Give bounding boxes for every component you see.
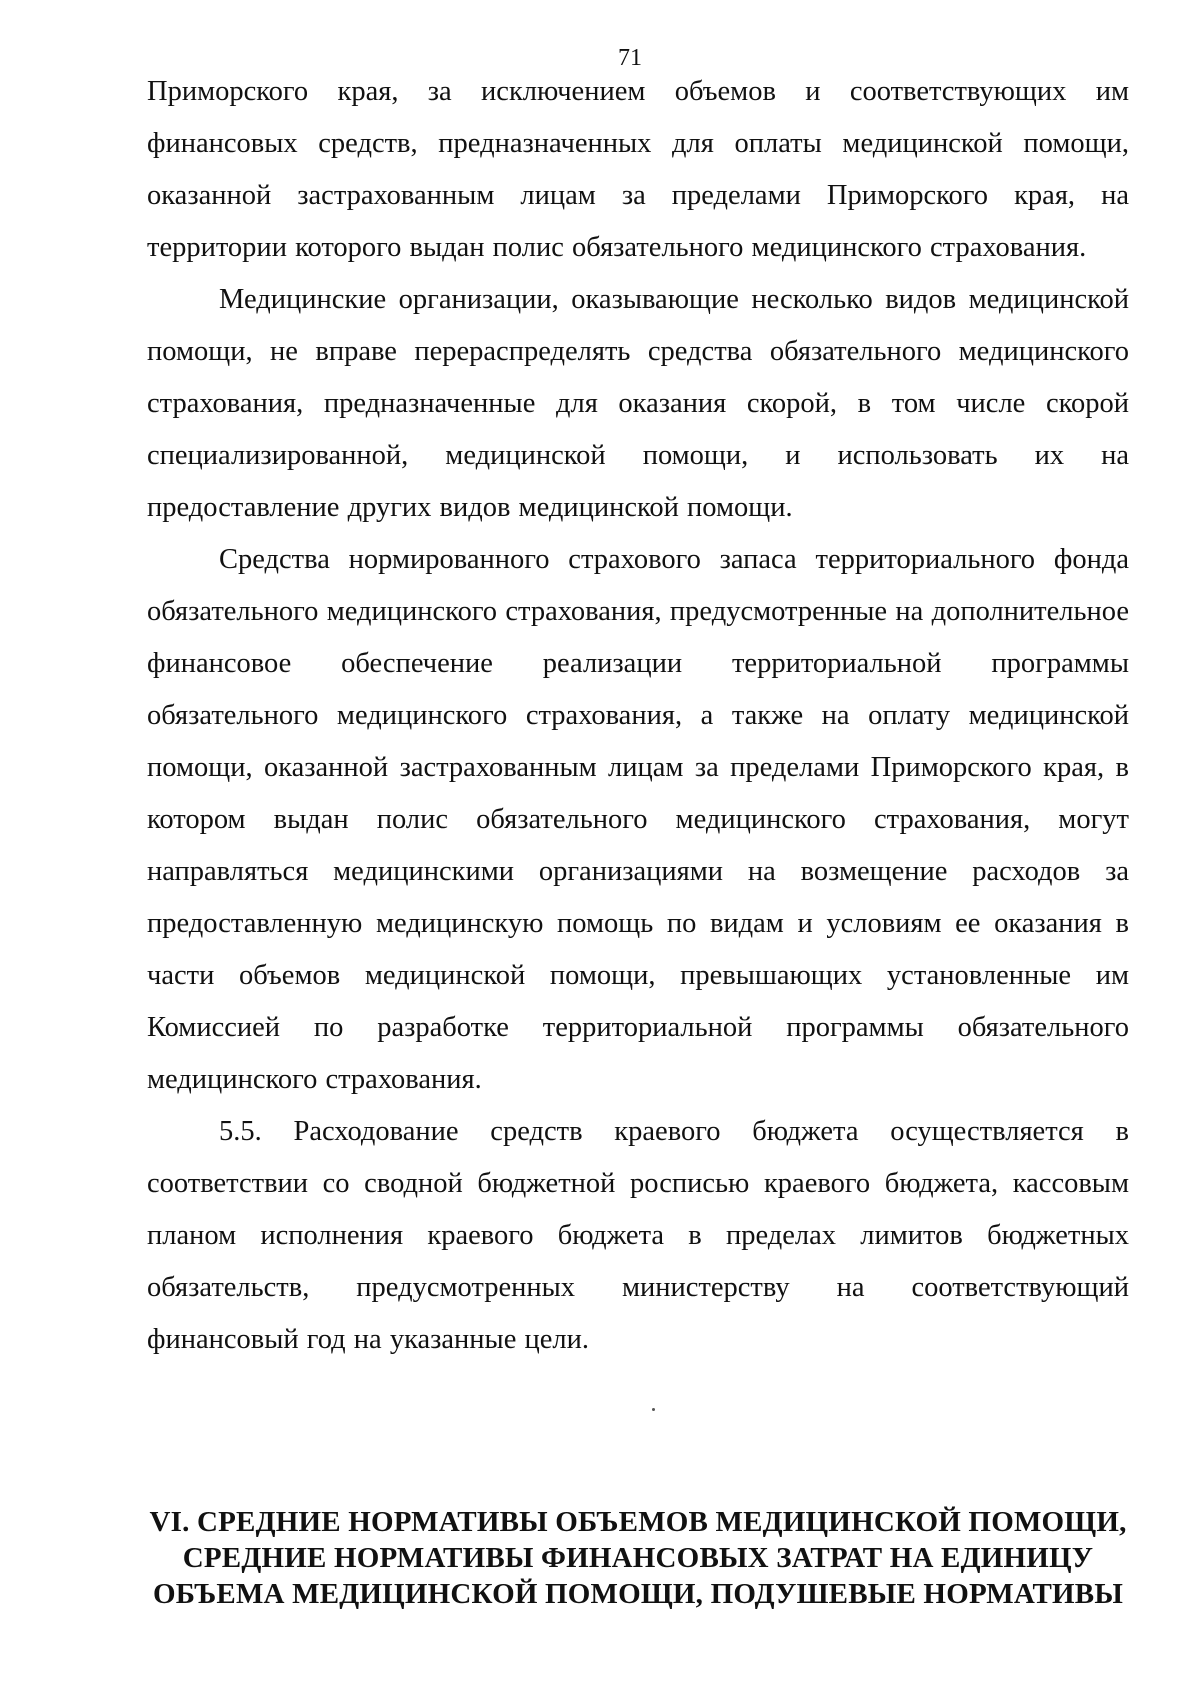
paragraph-insurance-reserve: Средства нормированного страхового запаса территориального фонда обязательного медицинского страхования, предусмотренные на дополнительное финансовое обеспечение реализации территориальной программы обязательного медицинского страхования, а также на оплату медицинской помощи, оказанной застрахованным лицам за пределами Приморского края, в котором выдан полис обязательного медицинского страхования, могут направляться медицинскими организациями на возмещение расходов за предоставленную медицинскую помощь по видам и условиям ее оказания в части объемов медицинской помощи, превышающих установленные им Комиссией по разработке территориальной программы обязательного медицинского страхования. bbox=[147, 544, 1129, 1095]
section-heading-line: VI. СРЕДНИЕ НОРМАТИВЫ ОБЪЕМОВ МЕДИЦИНСКОЙ ПОМОЩИ, bbox=[149, 1506, 1127, 1538]
section-heading-line: ОБЪЕМА МЕДИЦИНСКОЙ ПОМОЩИ, ПОДУШЕВЫЕ НОРМАТИВЫ bbox=[153, 1578, 1123, 1610]
paragraph-5-5-budget-spending: 5.5. Расходование средств краевого бюджета осуществляется в соответствии со сводной бюджетной росписью краевого бюджета, кассовым планом исполнения краевого бюджета в пределах лимитов бюджетных обязательств, предусмотренных министерству на соответствующий финансовый год на указанные цели. bbox=[147, 1116, 1129, 1355]
section-heading-line: СРЕДНИЕ НОРМАТИВЫ ФИНАНСОВЫХ ЗАТРАТ НА ЕДИНИЦУ bbox=[182, 1542, 1094, 1574]
paragraph-medical-organizations: Медицинские организации, оказывающие несколько видов медицинской помощи, не вправе перераспределять средства обязательного медицинского страхования, предназначенные для оказания скорой, в том числе скорой специализированной, медицинской помощи, и использовать их на предоставление других видов медицинской помощи. bbox=[147, 284, 1129, 523]
scan-dot-mark bbox=[652, 1408, 655, 1411]
document-body bbox=[147, 66, 1129, 1366]
section-heading-vi bbox=[147, 1504, 1129, 1612]
page-number: 71 bbox=[618, 45, 642, 71]
paragraph-continuation: Приморского края, за исключением объемов и соответствующих им финансовых средств, предназначенных для оплаты медицинской помощи, оказанной застрахованным лицам за пределами Приморского края, на территории которого выдан полис обязательного медицинского страхования. bbox=[147, 76, 1129, 263]
